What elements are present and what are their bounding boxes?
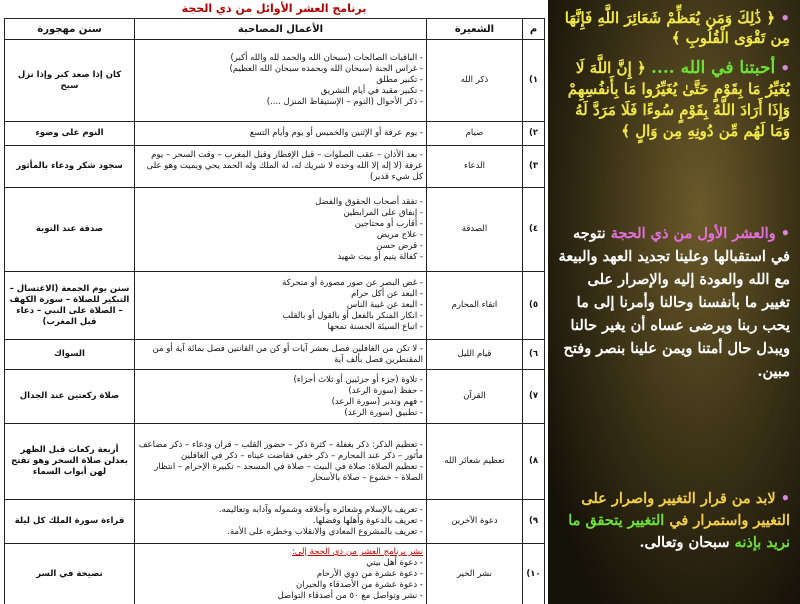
change-text: لابد من قرار التغيير واصرار على التغيير واستمرار في (581, 490, 790, 529)
act-item: - لا تكن من الغافلين فصل بعشر آيات أو كن من القانتين فصل بمائة آية أو من المقنطرين فصل بألف آية (138, 344, 423, 366)
act-item: - غراس الجنة (سبحان الله وبحمده سبحان الله العظيم) (138, 64, 423, 75)
act-item: - الباقيات الصالحات (سبحان الله والحمد لله والله أكبر) (138, 53, 423, 64)
row-rite: قيام الليل (427, 340, 523, 370)
row-number: ٦) (523, 340, 545, 370)
row-acts (135, 500, 427, 544)
row-acts (135, 40, 427, 122)
row-rite: تعظيم شعائر الله (427, 424, 523, 500)
act-item: - البعد عن أكل حرام (138, 289, 423, 300)
row-number: ١) (523, 40, 545, 122)
row-rite: الدعاء (427, 146, 523, 188)
row-rite: اتقاء المحارم (427, 272, 523, 340)
greeting-text: أحبتنا في الله .... (651, 58, 776, 78)
row-acts (135, 188, 427, 272)
act-item: - تلاوة (جزء أو جزئيين أو ثلاث أجزاء) (138, 375, 423, 386)
table-row (5, 340, 545, 370)
row-rite: الصدقة (427, 188, 523, 272)
row-number: ٢) (523, 122, 545, 146)
act-item: - تكبير مطلق (138, 75, 423, 86)
share-program-heading: نشر برنامج العشر من ذي الحجة إلى: (291, 547, 423, 557)
act-item: - تعريف بالمشروع المعادي والانقلاب وخطره على الأمة. (138, 527, 423, 538)
act-item: - حفظ (سورة الرعد) (138, 386, 423, 397)
act-item: - أقارب أو محتاجين (138, 219, 423, 230)
table-row (5, 122, 545, 146)
row-number: ٧) (523, 370, 545, 424)
row-number: ٨) (523, 424, 545, 500)
table-row (5, 272, 545, 340)
table-row (5, 370, 545, 424)
ten-days-heading: والعشر الأول من ذي الحجة (610, 225, 776, 242)
act-item: - كفالة يتيم أو بيت شهيد (138, 252, 423, 263)
header-sunna: سنن مهجورة (5, 19, 135, 40)
row-rite: نشر الخير (427, 544, 523, 604)
row-sunna: صدقة عند التوبة (5, 188, 135, 272)
row-number: ٩) (523, 500, 545, 544)
row-sunna: نصيحة في السر (5, 544, 135, 604)
header-acts: الأعمال المصاحبة (135, 19, 427, 40)
row-sunna: صلاة ركعتين عند الجدال (5, 370, 135, 424)
act-item: - اتباع السيئة الحسنة تمحها (138, 322, 423, 333)
row-sunna: كان إذا صعد كبر وإذا نزل سبح (5, 40, 135, 122)
act-item: - دعوة عشرة من الأصدقاء والجيران (138, 580, 423, 591)
row-sunna: أربعة ركعات قبل الظهر بعدلن صلاة السحر وهو تفتح لهن أبواب السماء (5, 424, 135, 500)
act-item: - دعوة أهل بيتي (138, 558, 423, 569)
act-item: - علاج مريض (138, 230, 423, 241)
row-rite: دعوة الآخرين (427, 500, 523, 544)
row-number: ٣) (523, 146, 545, 188)
row-acts (135, 122, 427, 146)
row-acts (135, 370, 427, 424)
header-num: م (523, 19, 545, 40)
row-acts (135, 340, 427, 370)
row-sunna: النوم على وضوء (5, 122, 135, 146)
program-table (4, 18, 545, 604)
act-item: - يوم عرفة أو الإثنين والخميس أو يوم وأيام التسع (138, 128, 423, 139)
row-sunna: قراءة سورة الملك كل ليلة (5, 500, 135, 544)
bullet-icon: • (780, 59, 790, 77)
bullet-icon: • (780, 490, 790, 507)
act-item: - تعريف بالإسلام وشعائره وأخلاقه وشموله وآدابه وتعاليمه. (138, 505, 423, 516)
table-header-row (5, 19, 545, 40)
row-sunna: السواك (5, 340, 135, 370)
exhortation-panel (548, 0, 800, 604)
verse-text: ﴿ إِنَّ اللَّهَ لَا يُغَيِّرُ مَا بِقَوْمٍ حَتَّىٰ يُغَيِّرُوا مَا بِأَنفُسِهِمْ وَإِذَا أَرَادَ اللَّهُ بِقَوْمٍ سُوءًا فَلَا مَرَدَّ لَهُ وَمَا لَهُم مِّن دُونِهِ مِن وَالٍ ﴾ (567, 59, 790, 140)
table-row (5, 544, 545, 604)
quran-verse-block (558, 8, 790, 48)
verse-text: ﴿ ذَٰلِكَ وَمَن يُعَظِّمْ شَعَائِرَ اللَّهِ فَإِنَّهَا مِن تَقْوَى الْقُلُوبِ ﴾ (564, 9, 790, 47)
act-item: - بعد الأذان – عقب الصلوات – قبل الإفطار وقبل المغرب – وقت السحر – يوم عرفة (لا إله إلا الله وحده لا شريك له، له الملك وله الحمد يحي ويميت وهو على كل شيء قدير) (138, 150, 423, 183)
document-title: برنامج العشر الأوائل من ذي الحجة (181, 2, 367, 15)
act-item: - دعوة عشرة من ذوي الأرحام (138, 569, 423, 580)
row-rite: ذكر الله (427, 40, 523, 122)
bullet-icon: • (780, 225, 790, 242)
row-acts (135, 424, 427, 500)
ten-days-paragraph (558, 222, 790, 383)
change-text-green: التغيير يتحقق ما نريد بإذنه (568, 512, 790, 551)
table-row (5, 146, 545, 188)
ten-days-text: نتوجه في استقبالها وعلينا تجديد العهد والبيعة مع الله والعودة إليه والإصرار على تغيير ما بأنفسنا وحالنا وأمرنا إلى ما يحب ربنا ويرضى عساه أن يغير حالنا ويبدل حال أمتنا ويمن علينا بنصر وفتح مبين. (558, 225, 790, 380)
row-acts (135, 146, 427, 188)
row-number: ١٠) (523, 544, 545, 604)
row-rite: القرآن (427, 370, 523, 424)
act-item: - تعظيم الصلاة: صلاة في البيت – صلاة في المسجد – تكبيرة الإحرام – انتظار الصلاة – خشوع – صلاة بالأسحار (138, 462, 423, 484)
header-rite: الشعيرة (427, 19, 523, 40)
change-text-end: سبحان وتعالى. (639, 534, 730, 551)
act-item: - تفقد أصحاب الحقوق والفضل (138, 197, 423, 208)
row-number: ٥) (523, 272, 545, 340)
act-item: - البعد عن غيبة الناس (138, 300, 423, 311)
act-item: - نشر وتواصل مع ٥٠ من أصدقاء التواصل (138, 591, 423, 602)
act-item: - تكبير مقيد في أيام التشريق (138, 86, 423, 97)
table-row (5, 40, 545, 122)
row-sunna: سجود شكر ودعاء بالمأثور (5, 146, 135, 188)
act-item: - ذكر الأحوال (النوم – الإستيقاظ المنزل ....) (138, 97, 423, 108)
greeting-verse-block (558, 58, 790, 142)
act-item: - إنفاق على المرابطين (138, 208, 423, 219)
row-sunna: سنن يوم الجمعة (الاغتسال – التبكير للصلاة – سورة الكهف – الصلاة على النبي – دعاء قبل المغرب) (5, 272, 135, 340)
table-row (5, 500, 545, 544)
act-item: - قرض حسن (138, 241, 423, 252)
act-item: - انكار المنكر بالفعل أو بالقول أو بالقلب (138, 311, 423, 322)
table-row (5, 424, 545, 500)
table-row (5, 188, 545, 272)
row-acts (135, 544, 427, 604)
row-number: ٤) (523, 188, 545, 272)
act-item: - فهم وتدبر (سورة الرعد) (138, 397, 423, 408)
bullet-icon: • (780, 9, 790, 27)
act-item: - تعريف بالدعوة وأهلها وفضلها. (138, 516, 423, 527)
act-item: - غض البصر عن صور مصورة أو متحركة (138, 278, 423, 289)
act-item: - تعظيم الذكر: ذكر بغفلة – كثرة ذكر – حضور القلب – قران ودعاء – ذكر مضاعف مأثور – ذكر عند المحارم – ذكر خفي فقاضت عيناه – ذكر في الغافلين (138, 440, 423, 462)
row-acts (135, 272, 427, 340)
row-rite: صيام (427, 122, 523, 146)
act-item: - تطبيق (سورة الرعد) (138, 408, 423, 419)
change-paragraph (558, 488, 790, 554)
